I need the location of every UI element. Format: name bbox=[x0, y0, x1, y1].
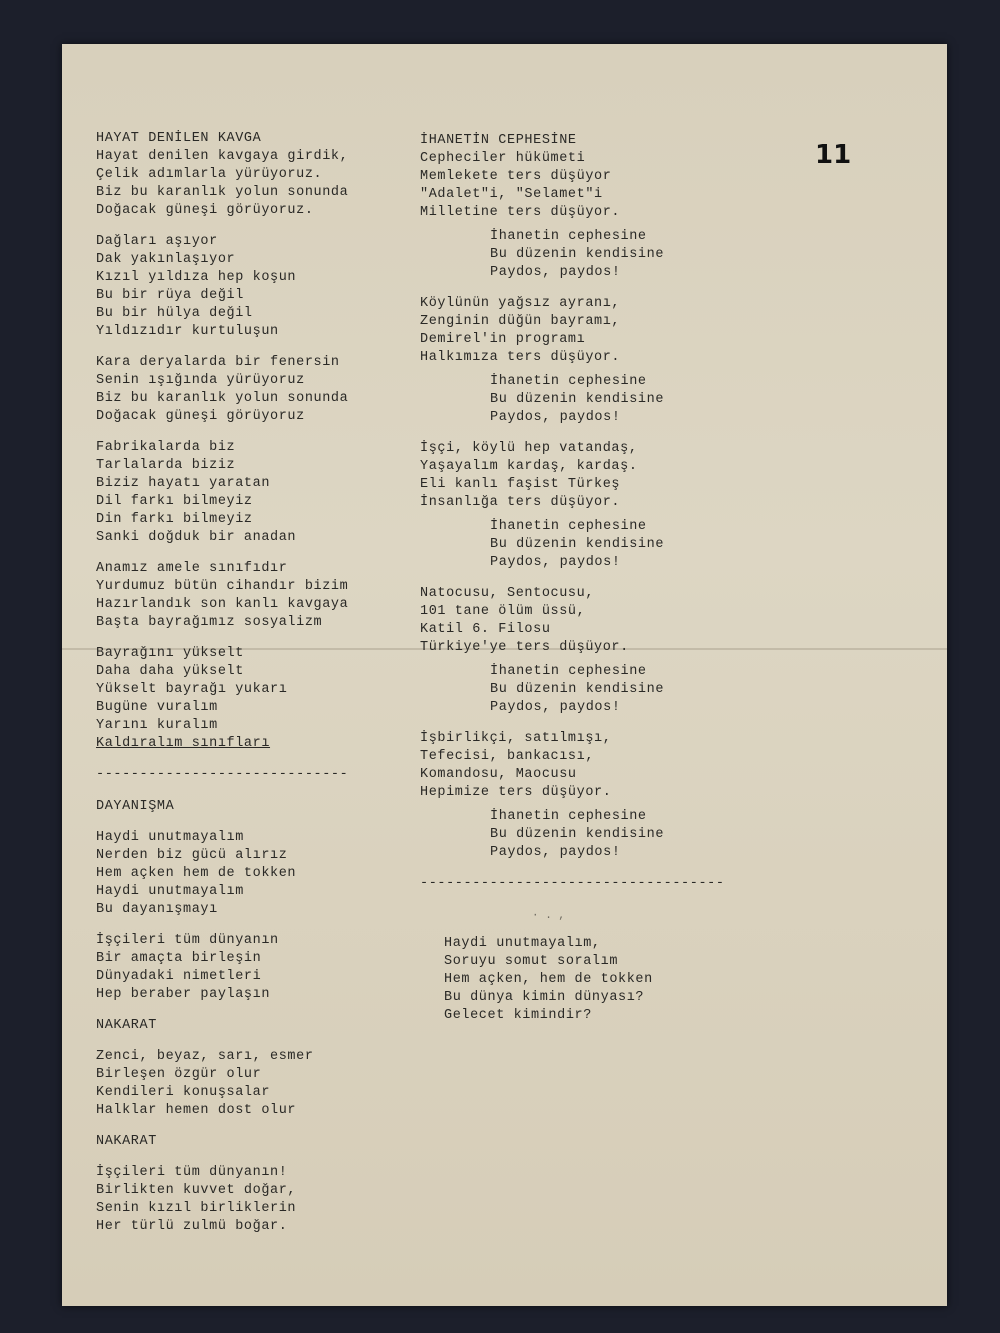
verse-line: Bugüne vuralım bbox=[96, 700, 218, 715]
closing-stanza bbox=[444, 935, 724, 1025]
verse-line: Hep beraber paylaşın bbox=[96, 987, 271, 1002]
stanza bbox=[420, 295, 740, 367]
verse-line: Senin ışığında yürüyoruz bbox=[96, 373, 305, 388]
chorus bbox=[420, 663, 740, 717]
verse-line: Hayat denilen kavgaya girdik, bbox=[96, 149, 349, 164]
verse-line: Demirel'in programı bbox=[420, 332, 586, 347]
verse-line: Soruyu somut soralım bbox=[444, 954, 619, 969]
stanza bbox=[96, 560, 406, 632]
verse-line: İnsanlığa ters düşüyor. bbox=[420, 495, 621, 510]
verse-line: Gelecet kimindir? bbox=[444, 1008, 592, 1023]
stanza bbox=[420, 585, 740, 657]
verse-line: Natocusu, Sentocusu, bbox=[420, 586, 595, 601]
verse-line: Bu bir rüya değil bbox=[96, 288, 244, 303]
verse-line: Eli kanlı faşist Türkeş bbox=[420, 477, 621, 492]
verse-line: Kızıl yıldıza hep koşun bbox=[96, 270, 297, 285]
ink-smudge: · . , bbox=[532, 910, 566, 922]
verse-line: Bu dünya kimin dünyası? bbox=[444, 990, 645, 1005]
stanza bbox=[96, 354, 406, 426]
verse-line: Yaşayalım kardaş, kardaş. bbox=[420, 459, 638, 474]
verse-line: Doğacak güneşi görüyoruz. bbox=[96, 203, 314, 218]
verse-line: Birleşen özgür olur bbox=[96, 1067, 262, 1082]
verse-line: Haydi unutmayalım bbox=[96, 884, 244, 899]
verse-line: Hem açken, hem de tokken bbox=[444, 972, 653, 987]
section-divider-right: ----------------------------------- bbox=[420, 876, 725, 891]
verse-line: Dil farkı bilmeyiz bbox=[96, 494, 253, 509]
verse-line: Sanki doğduk bir anadan bbox=[96, 530, 297, 545]
verse-line: Hazırlandık son kanlı kavgaya bbox=[96, 597, 349, 612]
verse-line: Halkımıza ters düşüyor. bbox=[420, 350, 621, 365]
poem-ihanet-verses bbox=[420, 150, 740, 862]
chorus bbox=[420, 228, 740, 282]
verse-line: Zenginin düğün bayramı, bbox=[420, 314, 621, 329]
handwritten-mark: 11 bbox=[815, 140, 852, 170]
stanza bbox=[96, 829, 406, 919]
verse-line: Daha daha yükselt bbox=[96, 664, 244, 679]
verse-line: Bu bir hülya değil bbox=[96, 306, 253, 321]
poem-hayat-stanzas bbox=[96, 148, 406, 753]
chorus bbox=[420, 518, 740, 572]
verse-line: Tarlalarda biziz bbox=[96, 458, 236, 473]
chorus bbox=[420, 373, 740, 427]
verse-line: İşçileri tüm dünyanın! bbox=[96, 1165, 288, 1180]
verse-line: Türkiye'ye ters düşüyor. bbox=[420, 640, 629, 655]
right-column bbox=[420, 132, 740, 907]
verse-line: Cepheciler hükümeti bbox=[420, 151, 586, 166]
verse-line: Her türlü zulmü boğar. bbox=[96, 1219, 288, 1234]
chorus-line: Paydos, paydos! bbox=[490, 845, 621, 860]
verse-line: Din farkı bilmeyiz bbox=[96, 512, 253, 527]
verse-line: Milletine ters düşüyor. bbox=[420, 205, 621, 220]
verse-line: Dünyadaki nimetleri bbox=[96, 969, 262, 984]
verse-line: Bayrağını yükselt bbox=[96, 646, 244, 661]
stanza bbox=[96, 1048, 406, 1120]
verse-line: Tefecisi, bankacısı, bbox=[420, 749, 595, 764]
stanza bbox=[96, 233, 406, 341]
verse-line: Halklar hemen dost olur bbox=[96, 1103, 297, 1118]
verse-line: Komandosu, Maocusu bbox=[420, 767, 577, 782]
verse-line: Çelik adımlarla yürüyoruz. bbox=[96, 167, 323, 182]
verse-line: Birlikten kuvvet doğar, bbox=[96, 1183, 297, 1198]
poem-dayanisma-stanza-3 bbox=[96, 1048, 406, 1120]
verse-line: Yurdumuz bütün cihandır bizim bbox=[96, 579, 349, 594]
poem-title-hayat: HAYAT DENİLEN KAVGA bbox=[96, 131, 262, 146]
verse-line: Hepimize ters düşüyor. bbox=[420, 785, 612, 800]
poem-dayanisma-stanza-4 bbox=[96, 1164, 406, 1236]
verse-line: Haydi unutmayalım bbox=[96, 830, 244, 845]
verse-line: Hem açken hem de tokken bbox=[96, 866, 297, 881]
stanza bbox=[96, 1164, 406, 1236]
verse-line: Doğacak güneşi görüyoruz bbox=[96, 409, 305, 424]
poem-dayanisma-stanzas bbox=[96, 829, 406, 1004]
chorus-line: Bu düzenin kendisine bbox=[490, 247, 665, 262]
chorus-line: İhanetin cephesine bbox=[490, 809, 647, 824]
verse-line: Fabrikalarda biz bbox=[96, 440, 236, 455]
refrain-label-2: NAKARAT bbox=[96, 1134, 157, 1149]
refrain-label-1: NAKARAT bbox=[96, 1018, 157, 1033]
verse-line: Bu dayanışmayı bbox=[96, 902, 218, 917]
stanza bbox=[420, 150, 740, 222]
poem-title-ihanet: İHANETİN CEPHESİNE bbox=[420, 133, 577, 148]
verse-line: İşçi, köylü hep vatandaş, bbox=[420, 441, 638, 456]
chorus-line: Bu düzenin kendisine bbox=[490, 392, 665, 407]
verse-line: Bir amaçta birleşin bbox=[96, 951, 262, 966]
verse-line: Biz bu karanlık yolun sonunda bbox=[96, 185, 349, 200]
verse-line: Yarını kuralım bbox=[96, 718, 218, 733]
verse-line: Yıldızıdır kurtuluşun bbox=[96, 324, 279, 339]
chorus-line: Bu düzenin kendisine bbox=[490, 827, 665, 842]
verse-line: Yükselt bayrağı yukarı bbox=[96, 682, 288, 697]
left-column bbox=[96, 130, 406, 1249]
chorus-line: Bu düzenin kendisine bbox=[490, 682, 665, 697]
verse-line: Biz bu karanlık yolun sonunda bbox=[96, 391, 349, 406]
verse-line: Başta bayrağımız sosyalizm bbox=[96, 615, 323, 630]
verse-line: Memlekete ters düşüyor bbox=[420, 169, 612, 184]
chorus-line: Paydos, paydos! bbox=[490, 700, 621, 715]
chorus-line: İhanetin cephesine bbox=[490, 519, 647, 534]
verse-line: Haydi unutmayalım, bbox=[444, 936, 601, 951]
verse-line: Biziz hayatı yaratan bbox=[96, 476, 271, 491]
chorus-line: Paydos, paydos! bbox=[490, 555, 621, 570]
verse-line: Dağları aşıyor bbox=[96, 234, 218, 249]
verse-line: Kara deryalarda bir fenersin bbox=[96, 355, 340, 370]
stanza bbox=[420, 730, 740, 802]
stanza bbox=[96, 439, 406, 547]
chorus-line: Paydos, paydos! bbox=[490, 265, 621, 280]
verse-line: Kaldıralım sınıfları bbox=[96, 736, 271, 751]
verse-line: "Adalet"i, "Selamet"i bbox=[420, 187, 603, 202]
verse-line: 101 tane ölüm üssü, bbox=[420, 604, 586, 619]
chorus bbox=[420, 808, 740, 862]
stanza bbox=[96, 645, 406, 753]
chorus-line: İhanetin cephesine bbox=[490, 664, 647, 679]
verse-line: Dak yakınlaşıyor bbox=[96, 252, 236, 267]
poem-title-dayanisma: DAYANIŞMA bbox=[96, 799, 175, 814]
verse-line: İşçileri tüm dünyanın bbox=[96, 933, 279, 948]
stanza bbox=[96, 148, 406, 220]
stanza bbox=[96, 932, 406, 1004]
verse-line: Zenci, beyaz, sarı, esmer bbox=[96, 1049, 314, 1064]
verse-line: İşbirlikçi, satılmışı, bbox=[420, 731, 612, 746]
verse-line: Kendileri konuşsalar bbox=[96, 1085, 271, 1100]
chorus-line: Paydos, paydos! bbox=[490, 410, 621, 425]
chorus-line: İhanetin cephesine bbox=[490, 374, 647, 389]
verse-line: Nerden biz gücü alırız bbox=[96, 848, 288, 863]
verse-line: Köylünün yağsız ayranı, bbox=[420, 296, 621, 311]
chorus-line: İhanetin cephesine bbox=[490, 229, 647, 244]
chorus-line: Bu düzenin kendisine bbox=[490, 537, 665, 552]
verse-line: Katil 6. Filosu bbox=[420, 622, 551, 637]
section-divider: ----------------------------- bbox=[96, 767, 349, 782]
verse-line: Anamız amele sınıfıdır bbox=[96, 561, 288, 576]
verse-line: Senin kızıl birliklerin bbox=[96, 1201, 297, 1216]
stanza bbox=[420, 440, 740, 512]
